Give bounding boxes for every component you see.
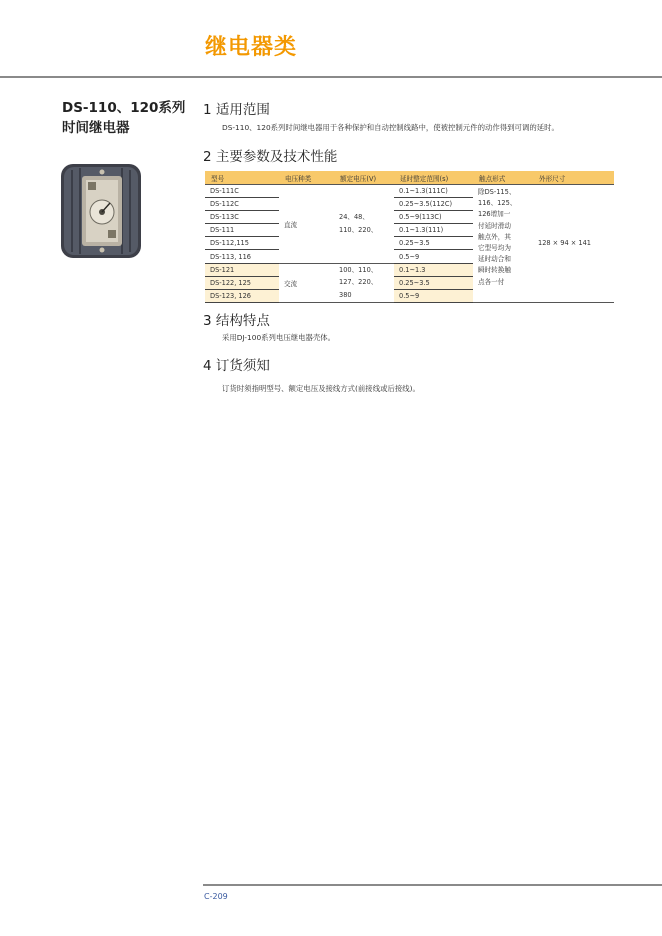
header-delay-range: 延时整定范围(s) <box>394 171 473 185</box>
category-title: 继电器类 <box>205 35 298 60</box>
header-divider <box>0 76 662 78</box>
range-cell: 0.5~9 <box>394 289 473 302</box>
model-cell: DS-113, 116 <box>205 250 279 263</box>
dc-voltage-cell: 24、48、 110、220、 <box>334 185 394 264</box>
header-dimensions: 外形尺寸 <box>533 171 614 185</box>
header-model: 型号 <box>205 171 279 185</box>
spec-table <box>205 171 614 303</box>
model-cell: DS-122, 125 <box>205 276 279 289</box>
model-cell: DS-111 <box>205 224 279 237</box>
range-cell: 0.5~9 <box>394 250 473 263</box>
table-header-row <box>205 171 614 185</box>
section-heading-params: 2 主要参数及技术性能 <box>203 149 338 165</box>
model-cell: DS-123, 126 <box>205 289 279 302</box>
range-cell: 0.25~3.5 <box>394 237 473 250</box>
section-text-structure: 采用DJ-100系列电压继电器壳体。 <box>222 333 336 342</box>
section-heading-structure: 3 结构特点 <box>203 313 270 329</box>
section-text-ordering: 订货时须指明型号、额定电压及接线方式(前接线或后接线)。 <box>222 384 420 393</box>
range-cell: 0.25~3.5 <box>394 276 473 289</box>
model-cell: DS-111C <box>205 185 279 198</box>
section-heading-scope: 1 适用范围 <box>203 102 270 118</box>
header-contact-form: 触点形式 <box>473 171 533 185</box>
model-cell: DS-113C <box>205 211 279 224</box>
range-cell: 0.25~3.5(112C) <box>394 198 473 211</box>
range-cell: 0.1~1.3 <box>394 263 473 276</box>
contact-note-cell: 除DS-115、 116、125、 126增加一 付延时滑动 触点外，其 它型号均为 延时动合和 瞬时转换触 点各一付 <box>473 185 533 303</box>
model-cell: DS-121 <box>205 263 279 276</box>
section-heading-ordering: 4 订货须知 <box>203 358 270 374</box>
header-rated-voltage: 额定电压(V) <box>334 171 394 185</box>
product-title-line-2: 时间继电器 <box>62 120 130 136</box>
section-text-scope: DS-110、120系列时间继电器用于各种保护和自动控制线路中，使被控制元件的动作得到可调的延时。 <box>222 123 559 132</box>
dc-type-cell: 直流 <box>279 185 334 264</box>
range-cell: 0.5~9(113C) <box>394 211 473 224</box>
model-cell: DS-112,115 <box>205 237 279 250</box>
ac-voltage-cell: 100、110、 127、220、 380 <box>334 263 394 302</box>
page-number: C-209 <box>204 892 228 901</box>
range-cell: 0.1~1.3(111C) <box>394 185 473 198</box>
ac-type-cell: 交流 <box>279 263 334 302</box>
product-title-line-1: DS-110、120系列 <box>62 100 186 116</box>
footer-divider <box>203 884 662 886</box>
header-voltage-type: 电压种类 <box>279 171 334 185</box>
model-cell: DS-112C <box>205 198 279 211</box>
range-cell: 0.1~1.3(111) <box>394 224 473 237</box>
relay-product-photo <box>60 162 142 260</box>
product-title <box>62 98 185 138</box>
table-row <box>205 185 614 198</box>
dimensions-cell: 128 × 94 × 141 <box>533 185 614 303</box>
